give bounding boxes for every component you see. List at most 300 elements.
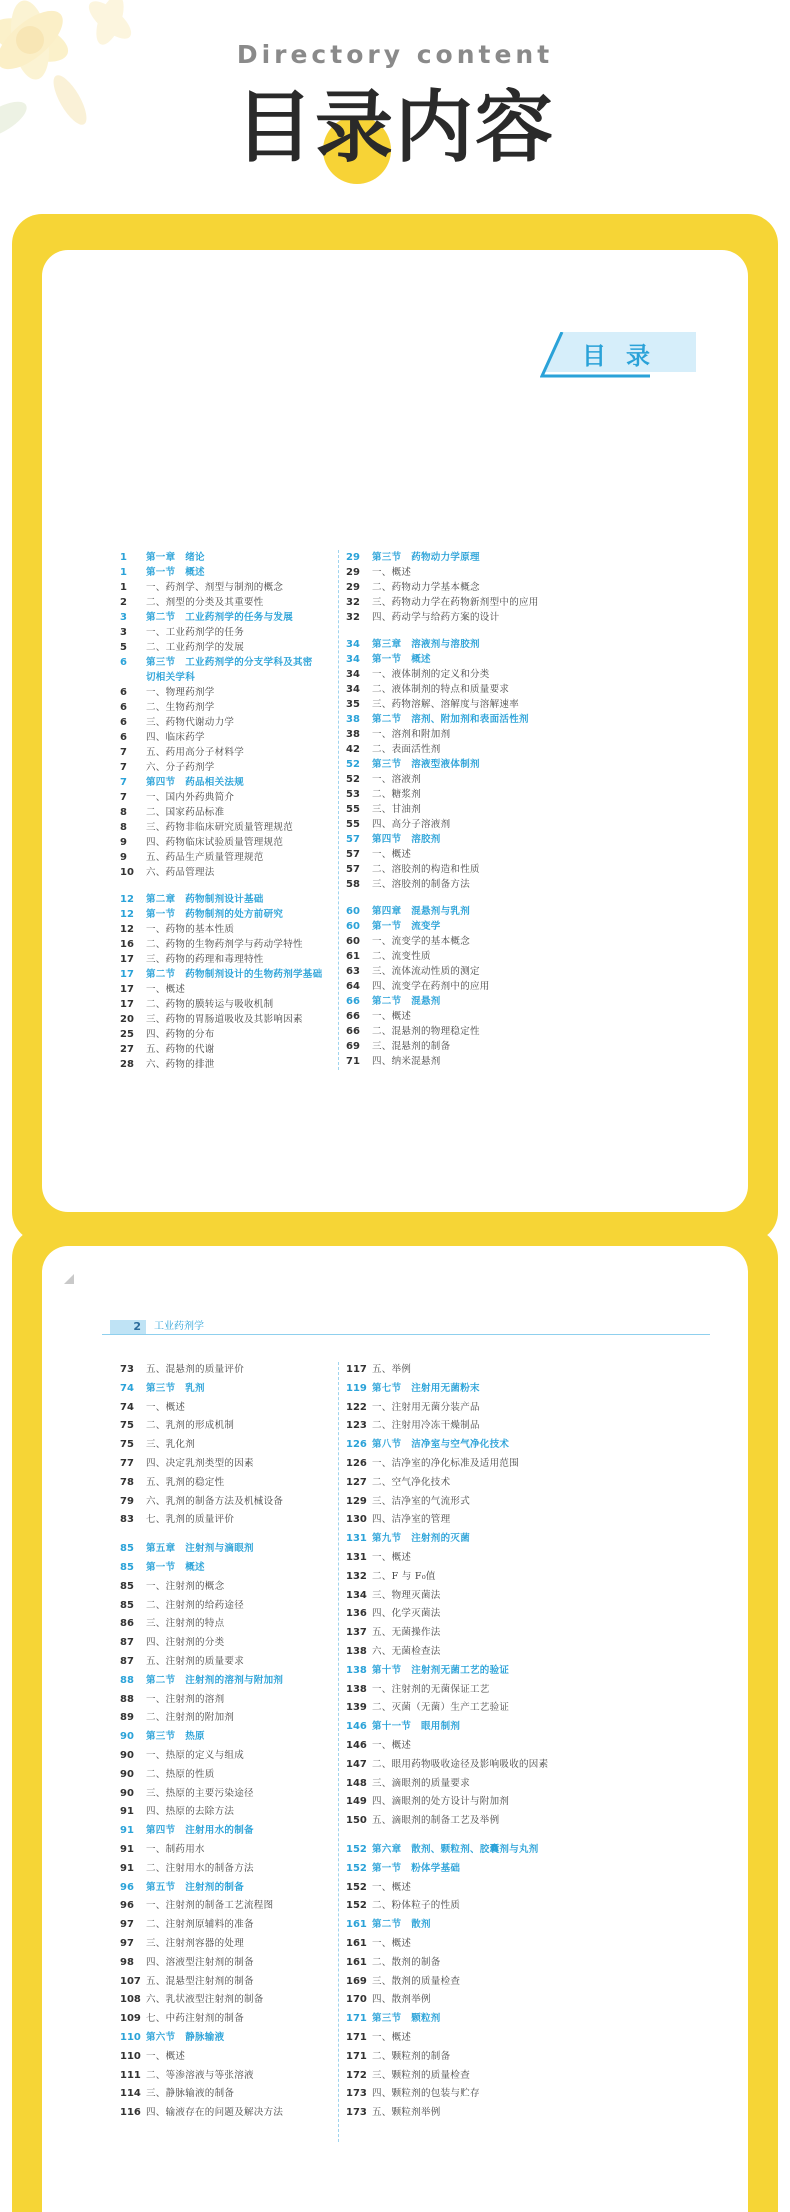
toc-entry-title: 第一节 概述: [146, 567, 205, 578]
toc-page-number: 74: [120, 1382, 134, 1394]
toc-entry[interactable]: [120, 1748, 244, 1763]
toc-entry[interactable]: [346, 802, 421, 817]
toc-section[interactable]: [120, 1880, 244, 1895]
toc-frame-1: [12, 214, 778, 1242]
toc-page-number: 10: [120, 867, 134, 878]
toc-page-number: 85: [120, 1562, 134, 1573]
toc-entry[interactable]: [120, 1842, 205, 1857]
toc-page-number: 161: [346, 1956, 367, 1968]
toc-section[interactable]: [120, 610, 293, 625]
toc-page-number: 17: [120, 984, 134, 995]
toc-entry[interactable]: [120, 2049, 185, 2064]
toc-section[interactable]: [346, 919, 441, 934]
toc-page-number: 132: [346, 1570, 367, 1582]
toc-page-number: 89: [120, 1712, 134, 1724]
toc-page-number: 96: [120, 1900, 134, 1912]
toc-entry-title: 六、乳剂的制备方法及机械设备: [146, 1495, 284, 1507]
toc-entry-title: 第三节 工业药剂学的分支学科及其密切相关学科: [146, 657, 313, 683]
toc-entry[interactable]: [120, 1362, 244, 1377]
toc-section[interactable]: [346, 757, 480, 772]
toc-entry[interactable]: [346, 1738, 411, 1753]
toc-entry[interactable]: [346, 1400, 480, 1415]
toc-section[interactable]: [120, 907, 283, 922]
toc-section[interactable]: [120, 1673, 283, 1688]
toc-entry-title: 一、注射剂的概念: [146, 1580, 225, 1592]
toc-entry[interactable]: [346, 964, 480, 979]
toc-entry[interactable]: [346, 1550, 411, 1565]
toc-page-number: 90: [120, 1787, 134, 1799]
toc-page-number: 114: [120, 2088, 141, 2100]
toc-entry-title: 四、流变学在药剂中的应用: [372, 981, 490, 992]
toc-entry[interactable]: [346, 877, 470, 892]
toc-entry[interactable]: [346, 1362, 411, 1377]
toc-entry-title: 一、溶液剂: [372, 774, 422, 785]
toc-page-number: 1: [120, 582, 127, 593]
toc-entry[interactable]: [120, 2068, 254, 2083]
toc-entry-title: 二、空气净化技术: [372, 1476, 451, 1488]
toc-entry-title: 二、糖浆剂: [372, 789, 422, 800]
toc-entry-title: 二、液体制剂的特点和质量要求: [372, 684, 510, 695]
toc-page-number: 57: [346, 864, 360, 875]
toc-entry[interactable]: [120, 1654, 244, 1669]
toc-entry[interactable]: [346, 934, 470, 949]
toc-entry[interactable]: [120, 982, 185, 997]
toc-section[interactable]: [346, 1917, 431, 1932]
toc-entry-title: 五、药物的代谢: [146, 1044, 215, 1055]
toc-entry[interactable]: [346, 2068, 470, 2083]
page-number: 2: [110, 1320, 146, 1334]
toc-entry-title: 六、药物的排泄: [146, 1059, 215, 1070]
toc-entry-title: 二、注射用水的制备方法: [146, 1862, 254, 1874]
toc-section[interactable]: [120, 1823, 254, 1838]
toc-entry-title: 第三节 溶液型液体制剂: [372, 759, 480, 770]
toc-entry[interactable]: [120, 1418, 234, 1433]
toc-entry[interactable]: [120, 835, 283, 850]
toc-entry[interactable]: [120, 2086, 234, 2101]
toc-entry-title: 四、药物临床试验质量管理规范: [146, 837, 284, 848]
toc-section[interactable]: [346, 1861, 460, 1876]
toc-entry[interactable]: [120, 595, 264, 610]
toc-page-number: 9: [120, 837, 127, 848]
toc-entry[interactable]: [346, 610, 499, 625]
toc-section[interactable]: [346, 550, 480, 565]
toc-entry-title: 第一节 粉体学基础: [372, 1862, 461, 1874]
toc-entry[interactable]: [346, 1955, 441, 1970]
toc-page-number: 8: [120, 822, 127, 833]
toc-entry-title: 三、药物代谢动力学: [146, 717, 235, 728]
toc-page-number: 35: [346, 699, 360, 710]
toc-page-number: 3: [120, 612, 127, 623]
toc-section[interactable]: [346, 652, 431, 667]
toc-entry[interactable]: [120, 685, 215, 700]
toc-entry-title: 一、概述: [372, 1881, 412, 1893]
toc-entry[interactable]: [346, 2030, 411, 2045]
toc-section[interactable]: [346, 832, 441, 847]
toc-page-number: 6: [120, 717, 127, 728]
toc-page-number: 96: [120, 1881, 134, 1893]
toc-entry[interactable]: [346, 1974, 460, 1989]
toc-entry[interactable]: [346, 1880, 411, 1895]
toc-entry-title: 二、表面活性剂: [372, 744, 441, 755]
toc-entry[interactable]: [346, 949, 431, 964]
toc-entry[interactable]: [120, 625, 244, 640]
toc-page-number: 16: [120, 939, 134, 950]
toc-entry-title: 二、国家药品标准: [146, 807, 225, 818]
toc-entry-title: 三、流体流动性质的测定: [372, 966, 480, 977]
toc-section[interactable]: [346, 1531, 470, 1546]
toc-entry-title: 第二节 药物制剂设计的生物药剂学基础: [146, 969, 323, 980]
toc-entry-title: 第二节 工业药剂学的任务与发展: [146, 612, 294, 623]
toc-page-number: 90: [120, 1768, 134, 1780]
toc-entry-title: 第五章 注射剂与滴眼剂: [146, 1543, 254, 1555]
toc-page-number: 150: [346, 1815, 367, 1827]
toc-chapter[interactable]: [346, 904, 470, 919]
toc-section[interactable]: [346, 712, 529, 727]
toc-entry[interactable]: [120, 790, 234, 805]
toc-entry[interactable]: [120, 2011, 244, 2026]
toc-entry-title: 四、临床药学: [146, 732, 205, 743]
toc-entry[interactable]: [120, 1616, 224, 1631]
toc-section[interactable]: [120, 775, 244, 790]
toc-entry[interactable]: [120, 1027, 215, 1042]
toc-entry[interactable]: [346, 2105, 441, 2120]
toc-entry[interactable]: [346, 1054, 441, 1069]
toc-entry[interactable]: [120, 1692, 224, 1707]
toc-page-number: 123: [346, 1420, 367, 1432]
toc-page-number: 75: [120, 1439, 134, 1451]
toc-page-number: 134: [346, 1589, 367, 1601]
toc-entry[interactable]: [346, 2086, 480, 2101]
toc-section[interactable]: [120, 1729, 205, 1744]
toc-page-number: 75: [120, 1420, 134, 1432]
toc-entry-title: 五、混悬型注射剂的制备: [146, 1975, 254, 1987]
toc-entry[interactable]: [120, 2105, 283, 2120]
toc-entry-title: 六、分子药剂学: [146, 762, 215, 773]
toc-entry[interactable]: [120, 640, 244, 655]
toc-entry-title: 一、热原的定义与组成: [146, 1750, 245, 1761]
toc-chapter[interactable]: [346, 637, 480, 652]
toc-entry-title: 三、溶胶剂的制备方法: [372, 879, 471, 890]
toc-page-number: 138: [346, 1683, 367, 1695]
toc-entry[interactable]: [346, 1644, 441, 1659]
toc-page-number: 173: [346, 2107, 367, 2119]
toc-entry[interactable]: [120, 1767, 215, 1782]
toc-entry-title: 第五节 注射剂的制备: [146, 1881, 245, 1893]
toc-entry[interactable]: [120, 1057, 215, 1072]
toc-section[interactable]: [120, 565, 205, 580]
toc-page-number: 58: [346, 879, 360, 890]
toc-entry[interactable]: [346, 2049, 450, 2064]
toc-entry-title: 二、药物的膜转运与吸收机制: [146, 999, 274, 1010]
toc-entry[interactable]: [346, 1009, 411, 1024]
toc-entry-title: 二、注射剂的附加剂: [146, 1712, 235, 1724]
toc-entry[interactable]: [120, 1494, 283, 1509]
toc-page-number: 20: [120, 1014, 134, 1025]
toc-frame-2: [12, 1228, 778, 2212]
toc-entry-title: 一、物理药剂学: [146, 687, 215, 698]
toc-page-number: 34: [346, 639, 360, 650]
toc-section[interactable]: [120, 2030, 224, 2045]
toc-entry-title: 一、注射剂的无菌保证工艺: [372, 1683, 490, 1695]
toc-entry[interactable]: [346, 580, 480, 595]
toc-entry[interactable]: [346, 1456, 519, 1471]
toc-entry[interactable]: [120, 1598, 244, 1613]
toc-page-number: 148: [346, 1777, 367, 1789]
toc-page-number: 86: [120, 1618, 134, 1630]
toc-entry[interactable]: [120, 1012, 303, 1027]
toc-entry[interactable]: [346, 772, 421, 787]
toc-page-number: 32: [346, 597, 360, 608]
toc-entry-title: 第二节 注射剂的溶剂与附加剂: [146, 1674, 284, 1686]
toc-entry[interactable]: [346, 862, 480, 877]
toc-page-number: 91: [120, 1825, 134, 1837]
toc-entry[interactable]: [120, 1898, 273, 1913]
toc-entry[interactable]: [120, 1635, 224, 1650]
toc-page-number: 131: [346, 1533, 367, 1545]
toc-entry[interactable]: [346, 742, 441, 757]
toc-section[interactable]: [120, 1381, 205, 1396]
toc-entry[interactable]: [120, 922, 234, 937]
toc-entry-title: 二、等渗溶液与等张溶液: [146, 2069, 254, 2081]
toc-section[interactable]: [120, 655, 321, 685]
toc-page-number: 97: [120, 1919, 134, 1931]
toc-entry[interactable]: [346, 1475, 450, 1490]
toc-page-number: 42: [346, 744, 360, 755]
toc-entry-title: 第三节 药物动力学原理: [372, 552, 480, 563]
toc-entry[interactable]: [346, 727, 450, 742]
toc-entry-title: 二、生物药剂学: [146, 702, 215, 713]
toc-page-number: 69: [346, 1041, 360, 1052]
toc-section[interactable]: [346, 1381, 480, 1396]
toc-section[interactable]: [120, 967, 322, 982]
toc-entry[interactable]: [120, 745, 244, 760]
toc-page-number: 136: [346, 1608, 367, 1620]
toc-entry[interactable]: [346, 667, 490, 682]
toc-entry-title: 四、化学灭菌法: [372, 1608, 441, 1620]
toc-entry[interactable]: [120, 1804, 234, 1819]
toc-entry[interactable]: [346, 682, 509, 697]
toc-entry-title: 第六章 散剂、颗粒剂、胶囊剂与丸剂: [372, 1844, 539, 1855]
toc-entry[interactable]: [120, 580, 283, 595]
toc-entry[interactable]: [346, 1418, 480, 1433]
toc-page-number: 78: [120, 1476, 134, 1488]
toc-entry[interactable]: [120, 1786, 254, 1801]
toc-entry-title: 三、药物非临床研究质量管理规范: [146, 822, 294, 833]
toc-page-number: 66: [346, 996, 360, 1007]
toc-entry[interactable]: [346, 1625, 441, 1640]
toc-entry[interactable]: [120, 805, 224, 820]
toc-entry-title: 三、混悬剂的制备: [372, 1041, 451, 1052]
toc-entry[interactable]: [346, 1569, 436, 1584]
toc-entry[interactable]: [120, 730, 205, 745]
toc-page-number: 116: [120, 2107, 141, 2119]
toc-entry-title: 二、混悬剂的物理稳定性: [372, 1026, 480, 1037]
toc-entry[interactable]: [346, 1588, 441, 1603]
toc-entry[interactable]: [120, 1579, 224, 1594]
toc-page-number: 161: [346, 1938, 367, 1949]
toc-entry-title: 第六节 静脉输液: [146, 2032, 225, 2043]
toc-entry[interactable]: [120, 1936, 244, 1951]
toc-entry[interactable]: [346, 1936, 411, 1951]
toc-entry[interactable]: [120, 1710, 234, 1725]
toc-entry[interactable]: [346, 565, 411, 580]
toc-entry-title: 三、热原的主要污染途径: [146, 1787, 254, 1799]
toc-entry[interactable]: [346, 697, 519, 712]
toc-entry[interactable]: [120, 1992, 264, 2007]
toc-entry[interactable]: [120, 1955, 254, 1970]
toc-entry[interactable]: [120, 850, 264, 865]
toc-entry-title: 三、药物的药理和毒理特性: [146, 954, 264, 965]
toc-entry[interactable]: [346, 817, 450, 832]
toc-page-number: 107: [120, 1975, 141, 1987]
toc-entry-title: 四、决定乳剂类型的因素: [146, 1458, 254, 1469]
toc-entry[interactable]: [120, 1400, 185, 1415]
toc-entry-title: 一、流变学的基本概念: [372, 936, 471, 947]
toc-entry[interactable]: [120, 1917, 254, 1932]
toc-entry[interactable]: [346, 595, 539, 610]
toc-section[interactable]: [346, 994, 441, 1009]
toc-entry-title: 二、溶胶剂的构造和性质: [372, 864, 480, 875]
toc-page-number: 152: [346, 1844, 367, 1855]
toc-page-number: 63: [346, 966, 360, 977]
toc-page-number: 7: [120, 747, 127, 758]
toc-page-number: 1: [120, 552, 127, 563]
toc-page-number: 8: [120, 807, 127, 818]
toc-section[interactable]: [120, 1560, 205, 1575]
toc-entry[interactable]: [346, 1794, 509, 1809]
toc-entry[interactable]: [346, 1682, 490, 1697]
toc-entry-title: 第一节 概述: [372, 654, 431, 665]
toc-entry[interactable]: [346, 1606, 441, 1621]
toc-entry[interactable]: [120, 760, 215, 775]
toc-page-number: 110: [120, 2050, 141, 2062]
toc-entry[interactable]: [120, 1042, 215, 1057]
toc-section[interactable]: [346, 1663, 509, 1678]
toc-page-number: 152: [346, 1881, 367, 1893]
toc-page-number: 138: [346, 1664, 367, 1676]
toc-page-number: 25: [120, 1029, 134, 1040]
toc-entry-title: 四、散剂举例: [372, 1994, 431, 2006]
toc-page-number: 108: [120, 1994, 141, 2006]
toc-page-number: 126: [346, 1439, 367, 1451]
toc-page-number: 110: [120, 2032, 141, 2043]
toc-entry[interactable]: [346, 1992, 431, 2007]
toc-page-number: 161: [346, 1919, 367, 1931]
toc-entry[interactable]: [120, 937, 303, 952]
toc-entry[interactable]: [346, 1039, 450, 1054]
toc-entry-title: 第四节 药品相关法规: [146, 777, 245, 788]
toc-chapter[interactable]: [120, 550, 205, 565]
toc-entry-title: 三、乳化剂: [146, 1439, 196, 1451]
toc-entry[interactable]: [346, 1813, 499, 1828]
toc-entry[interactable]: [120, 1861, 254, 1876]
toc-entry-title: 三、药物动力学在药物新剂型中的应用: [372, 597, 539, 608]
toc-entry-title: 三、药物溶解、溶解度与溶解速率: [372, 699, 520, 710]
toc-chapter[interactable]: [120, 892, 264, 907]
toc-page-number: 52: [346, 774, 360, 785]
toc-page-number: 77: [120, 1458, 134, 1469]
toc-entry-title: 四、滴眼剂的处方设计与附加剂: [372, 1796, 510, 1808]
toc-entry[interactable]: [346, 1700, 509, 1715]
toc-entry[interactable]: [120, 1512, 234, 1527]
toc-page-number: 57: [346, 849, 360, 860]
toc-page-number: 119: [346, 1382, 367, 1394]
toc-entry-title: 一、制药用水: [146, 1844, 205, 1855]
toc-entry[interactable]: [120, 865, 215, 880]
toc-chapter[interactable]: [120, 1541, 254, 1556]
toc-entry[interactable]: [346, 1757, 548, 1772]
page-header: [0, 0, 790, 210]
toc-page-number: 2: [120, 597, 127, 608]
toc-page-number: 172: [346, 2069, 367, 2081]
toc-entry[interactable]: [120, 997, 273, 1012]
toc-page-number: 87: [120, 1656, 134, 1667]
toc-entry[interactable]: [120, 715, 234, 730]
toc-page-number: 1: [120, 567, 127, 578]
toc-section[interactable]: [346, 2011, 441, 2026]
toc-entry[interactable]: [346, 1898, 460, 1913]
toc-entry[interactable]: [120, 820, 293, 835]
toc-entry-title: 一、概述: [372, 1740, 412, 1751]
toc-entry-title: 第四章 混悬剂与乳剂: [372, 906, 471, 917]
toc-entry-title: 二、F 与 F₀值: [372, 1570, 436, 1582]
toc-entry[interactable]: [120, 1437, 195, 1452]
toc-page-number: 109: [120, 2013, 141, 2025]
toc-chapter[interactable]: [346, 1842, 539, 1857]
toc-entry-title: 二、散剂的制备: [372, 1956, 441, 1968]
toc-entry[interactable]: [120, 952, 264, 967]
toc-entry[interactable]: [346, 1024, 480, 1039]
toc-page-number: 60: [346, 936, 360, 947]
toc-entry[interactable]: [120, 1974, 254, 1989]
toc-entry[interactable]: [346, 979, 490, 994]
toc-page-number: 38: [346, 729, 360, 740]
toc-entry-title: 一、药物的基本性质: [146, 924, 235, 935]
toc-entry[interactable]: [346, 1512, 450, 1527]
toc-entry-title: 七、乳剂的质量评价: [146, 1514, 235, 1526]
toc-entry-title: 一、概述: [372, 567, 412, 578]
toc-entry[interactable]: [346, 847, 411, 862]
toc-page-number: 146: [346, 1740, 367, 1751]
toc-page-number: 139: [346, 1702, 367, 1714]
toc-entry[interactable]: [120, 700, 215, 715]
toc-section[interactable]: [346, 1437, 509, 1452]
toc-section[interactable]: [346, 1719, 460, 1734]
toc-entry[interactable]: [346, 787, 421, 802]
toc-page-number: 6: [120, 702, 127, 713]
toc-page-number: 71: [346, 1056, 360, 1067]
toc-page-number: 131: [346, 1552, 367, 1563]
toc-entry-title: 一、概述: [372, 1011, 412, 1022]
toc-page-number: 117: [346, 1364, 367, 1375]
toc-entry-title: 三、滴眼剂的质量要求: [372, 1777, 471, 1789]
toc-entry[interactable]: [120, 1456, 254, 1471]
toc-entry-title: 五、注射剂的质量要求: [146, 1656, 245, 1667]
page-title: 目录内容: [234, 83, 555, 173]
toc-entry[interactable]: [120, 1475, 224, 1490]
toc-page-number: 91: [120, 1806, 134, 1818]
toc-page-number: 129: [346, 1495, 367, 1507]
toc-entry-title: 第四节 注射用水的制备: [146, 1825, 254, 1837]
toc-page-number: 6: [120, 687, 127, 698]
toc-entry[interactable]: [346, 1776, 470, 1791]
toc-page-number: 66: [346, 1026, 360, 1037]
toc-entry-title: 五、颗粒剂举例: [372, 2107, 441, 2119]
toc-page-number: 88: [120, 1693, 134, 1705]
toc-page-number: 152: [346, 1900, 367, 1912]
toc-entry[interactable]: [346, 1494, 470, 1509]
toc-page-number: 34: [346, 684, 360, 695]
